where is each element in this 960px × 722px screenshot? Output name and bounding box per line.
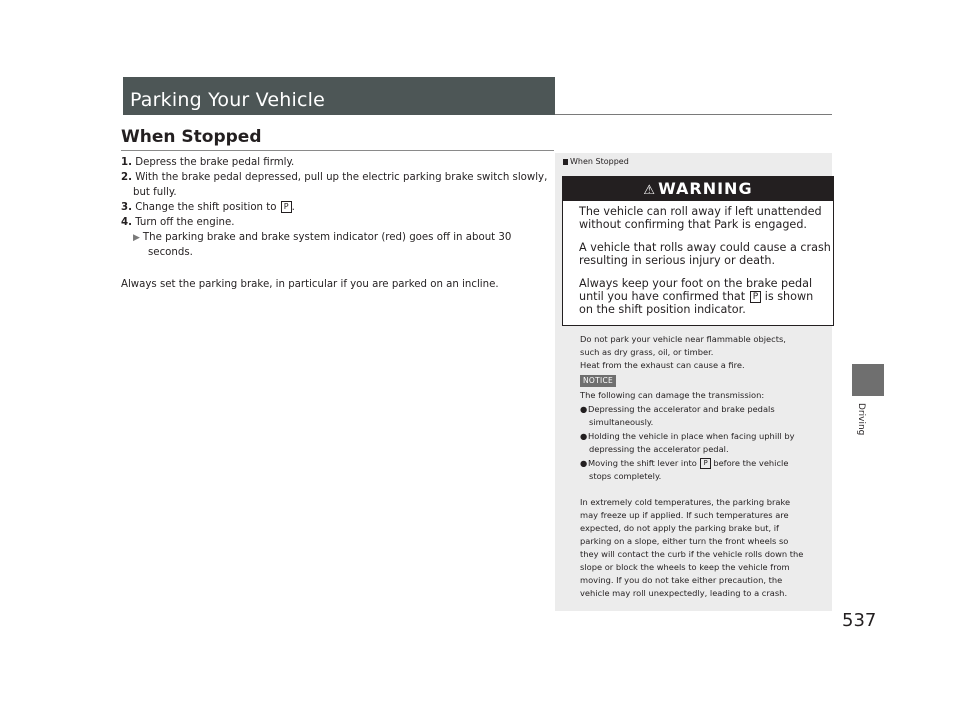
warning-text: is shown [764,290,814,303]
info-line: Heat from the exhaust can cause a fire. [580,360,745,370]
warning-triangle-icon: ⚠ [643,183,657,198]
notice-bullet [580,430,795,443]
section-divider [555,114,832,115]
bullet-text: Moving the shift lever into [588,458,697,468]
cold-line: parking on a slope, either turn the front wheels so [580,536,789,546]
step-text: Change the shift position to [135,202,277,213]
info-line: such as dry grass, oil, or timber. [580,347,714,357]
side-note-heading-text: When Stopped [570,157,629,166]
bullet-icon: ● [580,431,588,441]
warning-title [563,177,833,201]
warning-line: on the shift position indicator. [579,303,746,316]
chapter-tab[interactable] [852,364,884,396]
warning-line: The vehicle can roll away if left unattended [579,205,822,218]
notice-bullet-cont: simultaneously. [589,417,654,427]
sub-note [133,230,511,246]
step-4 [121,215,235,230]
page-heading: When Stopped [121,127,262,147]
cold-line: vehicle may roll unexpectedly, leading to a crash. [580,588,788,598]
notice-bullet-cont: stops completely. [589,471,662,481]
bullet-icon: ● [580,404,588,414]
notice-bullet [580,457,788,470]
warning-text: until you have confirmed that [579,290,746,303]
step-number: 4. [121,217,132,228]
chapter-tab-label: Driving [856,403,866,436]
warning-line [579,290,813,303]
bullet-text: Holding the vehicle in place when facing uphill by [588,431,795,441]
cold-line: moving. If you do not take either precaution, the [580,575,783,585]
notice-bullet [580,403,775,416]
cold-line: they will contact the curb if the vehicle rolls down the [580,549,804,559]
body-paragraph: Always set the parking brake, in particular if you are parked on an incline. [121,279,499,290]
step-number: 2. [121,172,132,183]
cold-line: expected, do not apply the parking brake but, if [580,523,779,533]
cold-line: slope or block the wheels to keep the vehicle from [580,562,790,572]
step-number: 1. [121,157,132,168]
step-text: Depress the brake pedal firmly. [135,157,295,168]
bullet-text: before the vehicle [713,458,789,468]
step-2 [121,170,547,185]
page-number: 537 [842,610,877,631]
bullet-icon: ● [580,458,588,468]
step-1 [121,155,294,170]
arrow-right-icon: ▶ [133,233,140,243]
side-note-heading [563,157,629,166]
sub-note-line1: The parking brake and brake system indicator (red) goes off in about 30 [142,232,512,243]
step-text: Turn off the engine. [135,217,235,228]
warning-line: A vehicle that rolls away could cause a crash [579,241,831,254]
notice-bullet-cont: depressing the accelerator pedal. [589,444,729,454]
step-3 [121,200,295,215]
step-2-continued: but fully. [133,187,177,198]
warning-line: Always keep your foot on the brake pedal [579,277,813,290]
cold-line: may freeze up if applied. If such temperatures are [580,510,789,520]
section-title: Parking Your Vehicle [130,89,326,111]
step-punct: . [291,202,295,213]
heading-divider [121,150,554,151]
bullet-text: Depressing the accelerator and brake pedals [588,404,775,414]
warning-line: without confirming that Park is engaged. [579,218,807,231]
step-number: 3. [121,202,132,213]
park-key: P [750,291,761,303]
shift-position-key: P [281,201,292,213]
cold-line: In extremely cold temperatures, the parking brake [580,497,791,507]
notice-intro: The following can damage the transmission: [580,390,765,400]
park-key: P [700,458,710,469]
reference-mark-icon [563,159,568,165]
warning-title-text: WARNING [658,179,753,198]
notice-badge: NOTICE [580,375,616,387]
info-line: Do not park your vehicle near flammable objects, [580,334,786,344]
step-text: With the brake pedal depressed, pull up the electric parking brake switch slowly, [135,172,548,183]
warning-line: resulting in serious injury or death. [579,254,776,267]
sub-note-line2: seconds. [148,247,193,258]
